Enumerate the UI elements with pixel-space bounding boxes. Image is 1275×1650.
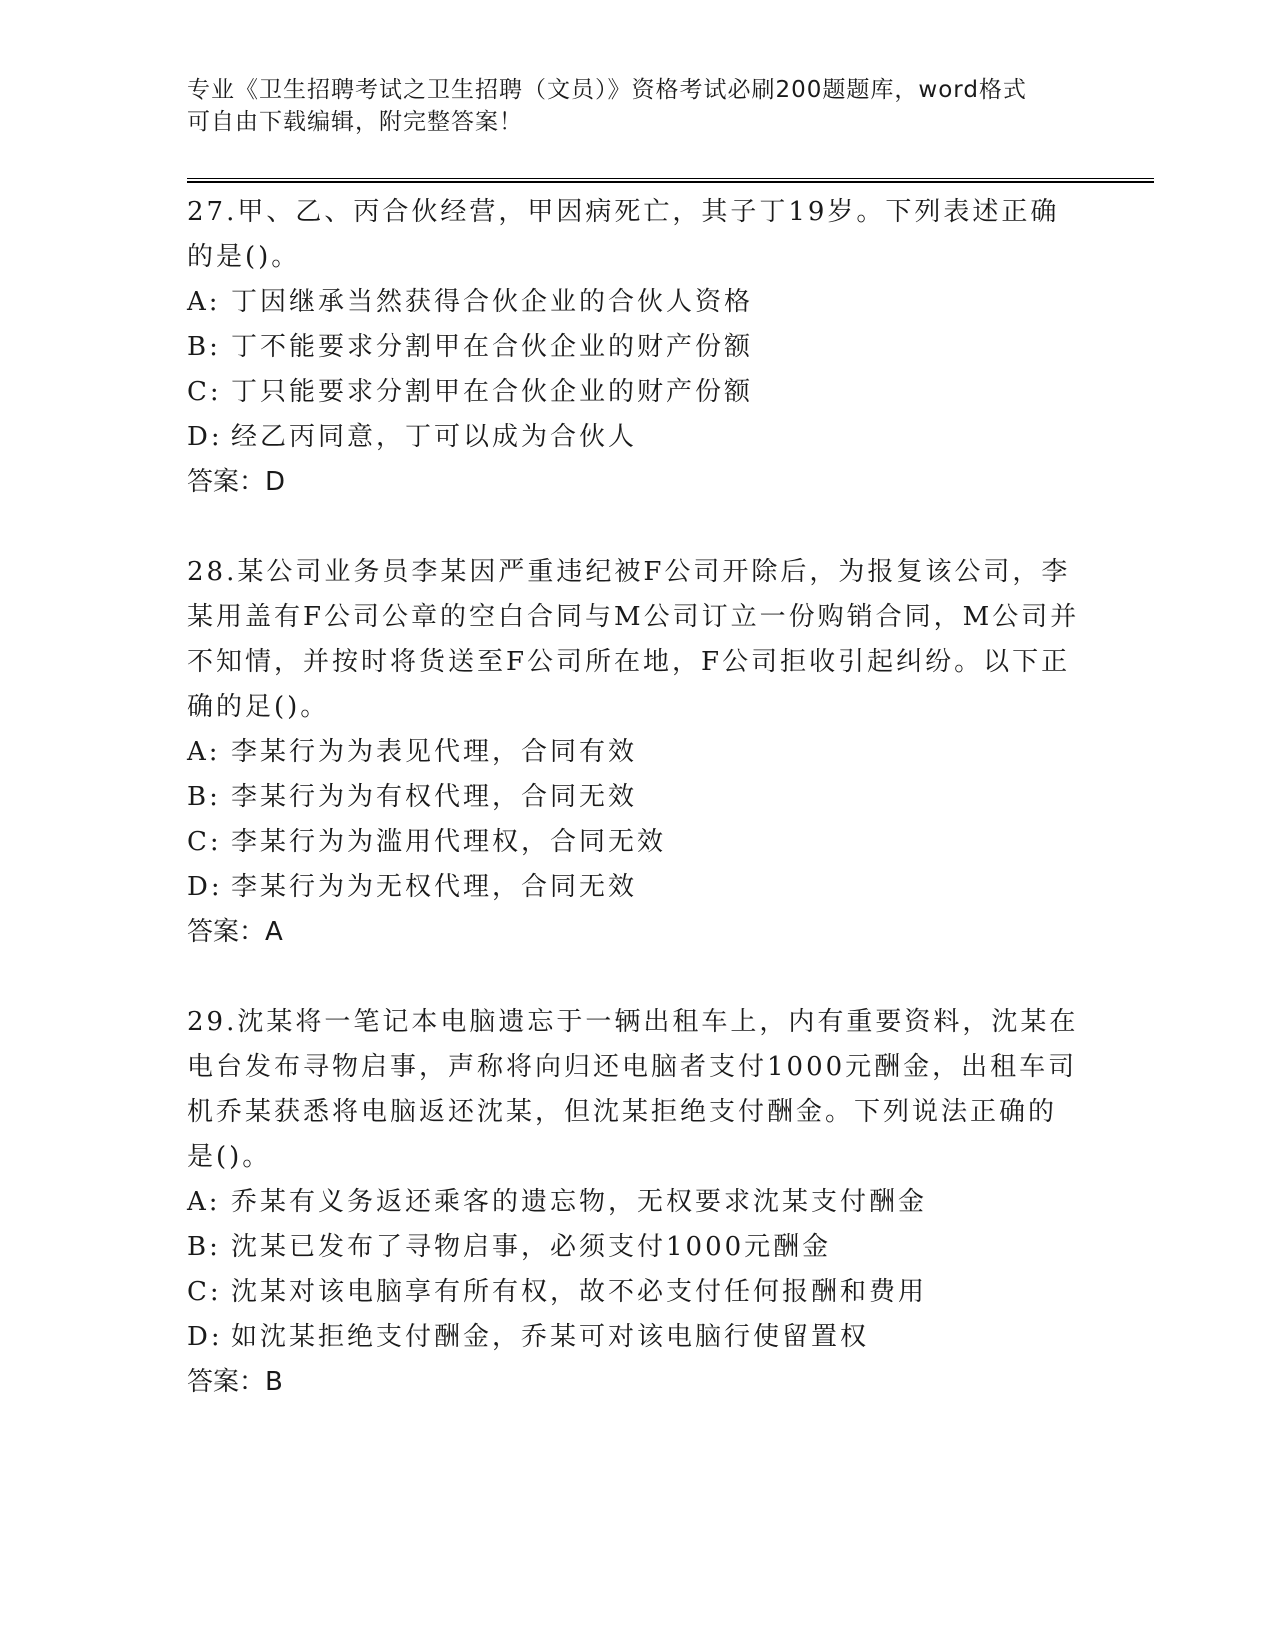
question-stem-line: 机乔某获悉将电脑返还沈某，但沈某拒绝支付酬金。下列说法正确的	[187, 1097, 1058, 1127]
option-text: 沈某已发布了寻物启事，必须支付1000元酬金	[231, 1232, 832, 1262]
option-text: 沈某对该电脑享有所有权，故不必支付任何报酬和费用	[231, 1277, 928, 1307]
option-b	[187, 775, 1087, 820]
option-letter: A:	[187, 1187, 221, 1217]
option-text: 如沈某拒绝支付酬金，乔某可对该电脑行使留置权	[231, 1322, 870, 1352]
header-divider-thin	[187, 178, 1154, 179]
question-stem-line: 28.某公司业务员李某因严重违纪被F公司开除后，为报复该公司，李	[187, 557, 1071, 587]
question-stem-line: 某用盖有F公司公章的空白合同与M公司订立一份购销合同，M公司并	[187, 602, 1080, 632]
option-letter: A:	[187, 737, 221, 767]
question-28	[187, 550, 1087, 955]
option-letter: D:	[187, 422, 223, 452]
question-stem-line: 电台发布寻物启事，声称将向归还电脑者支付1000元酬金，出租车司	[187, 1052, 1078, 1082]
option-letter: D:	[187, 1322, 223, 1352]
option-letter: C:	[187, 827, 222, 857]
option-d	[187, 1315, 1087, 1360]
option-text: 李某行为为有权代理，合同无效	[231, 782, 638, 812]
question-stem-line: 27.甲、乙、丙合伙经营，甲因病死亡，其子丁19岁。下列表述正确	[187, 197, 1060, 227]
answer-line: 答案：D	[187, 467, 286, 497]
option-letter: B:	[187, 332, 221, 362]
option-b	[187, 1225, 1087, 1270]
option-text: 乔某有义务返还乘客的遗忘物，无权要求沈某支付酬金	[231, 1187, 928, 1217]
question-list	[187, 190, 1087, 1450]
question-stem-line: 确的足()。	[187, 692, 330, 722]
option-text: 丁不能要求分割甲在合伙企业的财产份额	[231, 332, 754, 362]
option-c	[187, 820, 1087, 865]
option-text: 丁只能要求分割甲在合伙企业的财产份额	[231, 377, 754, 407]
header-divider-thick	[187, 181, 1154, 183]
option-text: 李某行为为表见代理，合同有效	[231, 737, 638, 767]
answer-line: 答案：B	[187, 1367, 283, 1397]
option-b	[187, 325, 1087, 370]
header-title-line-1: 专业《卫生招聘考试之卫生招聘（文员）》资格考试必刷200题题库，word格式	[187, 77, 1027, 103]
option-text: 李某行为为滥用代理权，合同无效	[231, 827, 667, 857]
question-stem-line: 是()。	[187, 1142, 272, 1172]
option-letter: C:	[187, 1277, 222, 1307]
option-text: 经乙丙同意，丁可以成为合伙人	[231, 422, 638, 452]
option-letter: D:	[187, 872, 223, 902]
option-c	[187, 370, 1087, 415]
option-c	[187, 1270, 1087, 1315]
question-29	[187, 1000, 1087, 1405]
option-a	[187, 730, 1087, 775]
option-a	[187, 280, 1087, 325]
question-stem-line: 29.沈某将一笔记本电脑遗忘于一辆出租车上，内有重要资料，沈某在	[187, 1007, 1079, 1037]
option-d	[187, 415, 1087, 460]
option-letter: A:	[187, 287, 221, 317]
option-a	[187, 1180, 1087, 1225]
option-letter: B:	[187, 782, 221, 812]
option-text: 李某行为为无权代理，合同无效	[231, 872, 638, 902]
option-text: 丁因继承当然获得合伙企业的合伙人资格	[231, 287, 754, 317]
answer-line: 答案：A	[187, 917, 283, 947]
document-header	[187, 74, 1067, 138]
option-letter: C:	[187, 377, 222, 407]
question-stem-line: 不知情，并按时将货送至F公司所在地，F公司拒收引起纠纷。以下正	[187, 647, 1071, 677]
question-27	[187, 190, 1087, 505]
header-title-line-2: 可自由下载编辑，附完整答案！	[187, 109, 523, 135]
question-stem-line: 的是()。	[187, 242, 301, 272]
option-d	[187, 865, 1087, 910]
option-letter: B:	[187, 1232, 221, 1262]
